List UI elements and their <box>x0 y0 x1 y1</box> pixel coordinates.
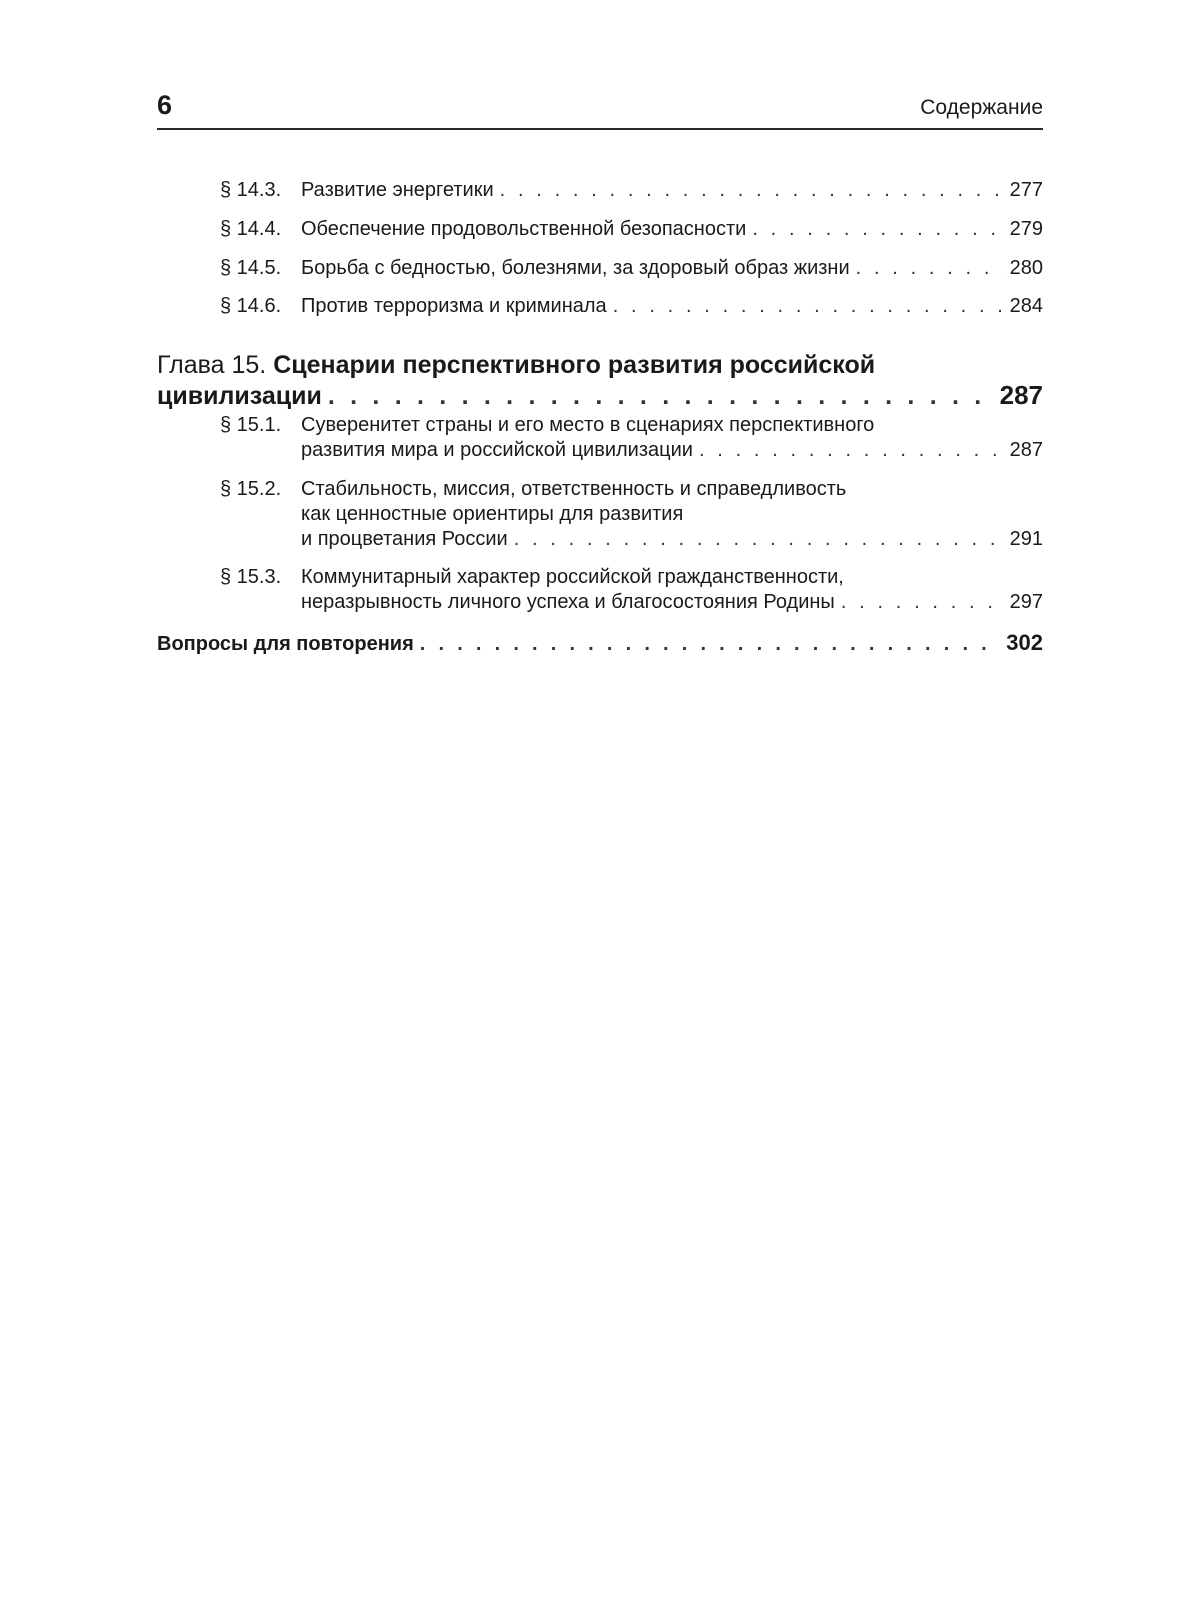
section-title: Против терроризма и криминала <box>301 295 607 317</box>
chapter-prefix: Глава 15. <box>157 351 267 379</box>
leader-dots <box>420 632 1001 657</box>
section-title-line: Коммунитарный характер российской гражданственности, <box>301 566 844 588</box>
leader-dots <box>328 381 994 411</box>
section-title: Борьба с бедностью, болезнями, за здоровый образ жизни <box>301 257 850 279</box>
page-ref: 302 <box>1006 630 1043 655</box>
leader-dots <box>613 294 1004 319</box>
section-title-line: как ценностные ориентиры для развития <box>301 503 684 525</box>
section-number: § 14.4. <box>220 218 282 240</box>
section-number: § 14.6. <box>220 295 282 317</box>
leader-dots <box>699 438 1004 463</box>
page-ref: 284 <box>1009 295 1043 317</box>
page-ref: 280 <box>1009 257 1043 279</box>
section-number: § 15.2. <box>220 478 282 500</box>
review-title: Вопросы для повторения <box>157 633 414 655</box>
section-title-line: неразрывность личного успеха и благосостояния Родины <box>301 591 835 613</box>
section-number: § 15.3. <box>220 566 282 588</box>
page-ref: 277 <box>1009 179 1043 201</box>
page-ref: 279 <box>1009 218 1043 240</box>
section-title-line: развития мира и российской цивилизации <box>301 439 693 461</box>
section-title-line: Суверенитет страны и его место в сценариях перспективного <box>301 414 875 436</box>
leader-dots <box>841 590 1004 615</box>
section-title: Развитие энергетики <box>301 179 494 201</box>
page-number: 6 <box>157 90 173 120</box>
section-title: Обеспечение продовольственной безопасности <box>301 218 747 240</box>
section-title-line: Стабильность, миссия, ответственность и справедливость <box>301 478 847 500</box>
leader-dots <box>514 527 1004 552</box>
leader-dots <box>856 256 1004 281</box>
chapter-title-line-2: цивилизации <box>157 382 322 410</box>
running-head: Содержание <box>920 96 1043 119</box>
chapter-title-line-1: Сценарии перспективного развития российской <box>273 351 876 379</box>
leader-dots <box>752 217 1003 242</box>
page-header <box>157 88 1043 130</box>
page-ref: 291 <box>1009 528 1043 550</box>
page-ref: 287 <box>1009 439 1043 461</box>
page-ref: 297 <box>1009 591 1043 613</box>
page-ref: 287 <box>999 380 1043 410</box>
section-title-line: и процветания России <box>301 528 508 550</box>
leader-dots <box>500 178 1004 203</box>
section-number: § 15.1. <box>220 414 282 436</box>
section-number: § 14.3. <box>220 179 282 201</box>
section-number: § 14.5. <box>220 257 282 279</box>
